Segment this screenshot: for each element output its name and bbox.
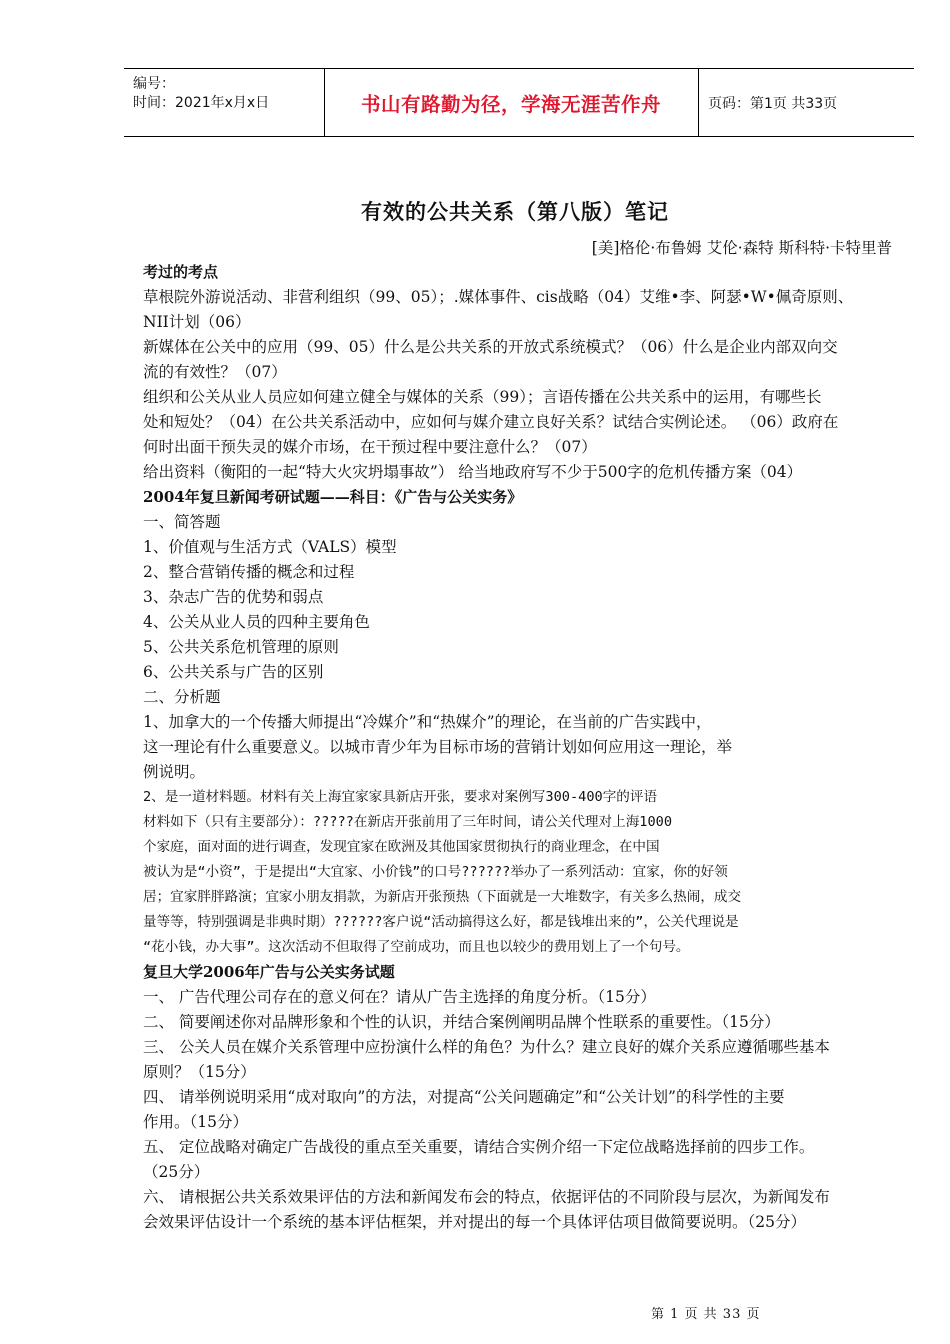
body-text-line: 2、整合营销传播的概念和过程 xyxy=(143,563,355,581)
body-text-line: “花小钱，办大事”。这次活动不但取得了空前成功，而且也以较少的费用划上了一个句号。 xyxy=(143,939,690,955)
body-text-line: 草根院外游说活动、非营利组织（99、05）；.媒体事件、cis战略（04）艾维•李、阿瑟•W•佩奇原则、 xyxy=(143,288,854,306)
document-title: 有效的公共关系（第八版）笔记 xyxy=(361,199,669,224)
body-text-line: 会效果评估设计一个系统的基本评估框架，并对提出的每一个具体评估项目做简要说明。（25分） xyxy=(143,1213,806,1231)
body-text-line: 6、公共关系与广告的区别 xyxy=(143,663,324,681)
body-text-line: （25分） xyxy=(143,1163,210,1181)
document-header xyxy=(124,68,914,137)
body-text-line: 何时出面干预失灵的媒介市场，在干预过程中要注意什么？（07） xyxy=(143,438,597,456)
header-meta-cell xyxy=(124,69,325,136)
body-text-line: 4、公关从业人员的四种主要角色 xyxy=(143,613,370,631)
body-text-line: 给出资料（衡阳的一起“特大火灾坍塌事故”） 给当地政府写不少于500字的危机传播方案（04） xyxy=(143,463,803,481)
body-text-line: 二、分析题 xyxy=(143,688,221,706)
body-text-line: 一、 广告代理公司存在的意义何在？请从广告主选择的角度分析。（15分） xyxy=(143,988,656,1006)
page-info: 页码：第1页 共33页 xyxy=(708,95,838,112)
body-text-line: 1、价值观与生活方式（VALS）模型 xyxy=(143,538,397,556)
body-text-line: 一、简答题 xyxy=(143,513,221,531)
body-text-line: 3、杂志广告的优势和弱点 xyxy=(143,588,324,606)
body-text-line: 组织和公关从业人员应如何建立健全与媒体的关系（99）；言语传播在公共关系中的运用，有哪些长 xyxy=(143,388,822,406)
header-page-cell xyxy=(698,69,914,136)
document-body xyxy=(143,260,903,1235)
body-text-line: 例说明。 xyxy=(143,763,206,781)
header-motto-cell xyxy=(324,69,699,136)
body-text-line: 原则？（15分） xyxy=(143,1063,256,1081)
body-text-line: 这一理论有什么重要意义。以城市青少年为目标市场的营销计划如何应用这一理论，举 xyxy=(143,738,733,756)
body-text-line: 流的有效性？（07） xyxy=(143,363,287,381)
body-text-line: 三、 公关人员在媒介关系管理中应扮演什么样的角色？为什么？建立良好的媒介关系应遵循哪些基本 xyxy=(143,1038,830,1056)
body-text-line: 五、 定位战略对确定广告战役的重点至关重要，请结合实例介绍一下定位战略选择前的四步工作。 xyxy=(143,1138,815,1156)
body-text-line: 二、 简要阐述你对品牌形象和个性的认识，并结合案例阐明品牌个性联系的重要性。（15分） xyxy=(143,1013,780,1031)
body-text-line: 四、 请举例说明采用“成对取向”的方法，对提高“公关问题确定”和“公关计划”的科学性的主要 xyxy=(143,1088,785,1106)
body-text-line: 作用。（15分） xyxy=(143,1113,248,1131)
body-text-line: 2、是一道材料题。材料有关上海宜家家具新店开张，要求对案例写300-400字的评语 xyxy=(143,789,658,805)
number-label: 编号： xyxy=(133,76,175,92)
body-text-line: 个家庭，面对面的进行调查，发现宜家在欧洲及其他国家贯彻执行的商业理念，在中国 xyxy=(143,839,660,855)
body-text-line: 居；宜家胖胖路演；宜家小朋友捐款，为新店开张预热（下面就是一大堆数字，有关多么热闹，成交 xyxy=(143,889,742,905)
section-heading: 复旦大学2006年广告与公关实务试题 xyxy=(143,963,395,981)
body-text-line: 六、 请根据公共关系效果评估的方法和新闻发布会的特点，依据评估的不同阶段与层次，为新闻发布 xyxy=(143,1188,830,1206)
document-authors: [美]格伦·布鲁姆 艾伦·森特 斯科特·卡特里普 xyxy=(591,239,892,257)
body-text-line: 5、公共关系危机管理的原则 xyxy=(143,638,339,656)
motto-text: 书山有路勤为径，学海无涯苦作舟 xyxy=(360,92,661,116)
body-text-line: 量等等，特别强调是非典时期）??????客户说“活动搞得这么好，都是钱堆出来的”，公关代理说是 xyxy=(143,914,739,930)
body-text-line: 处和短处？（04）在公共关系活动中，应如何与媒介建立良好关系？试结合实例论述。 （06）政府在 xyxy=(143,413,839,431)
body-text-line: 1、加拿大的一个传播大师提出“冷媒介”和“热媒介”的理论，在当前的广告实践中， xyxy=(143,713,712,731)
body-text-line: NII计划（06） xyxy=(143,313,251,331)
page-footer: 第 1 页 共 33 页 xyxy=(651,1307,761,1322)
time-label: 时间：2021年x月x日 xyxy=(133,95,270,111)
section-heading: 考过的考点 xyxy=(143,263,219,281)
body-text-line: 新媒体在公关中的应用（99、05）什么是公共关系的开放式系统模式？（06）什么是企业内部双向交 xyxy=(143,338,838,356)
body-text-line: 被认为是“小资”，于是提出“大宜家、小价钱”的口号??????举办了一系列活动：宜家，你的好领 xyxy=(143,864,728,880)
body-text-line: 材料如下（只有主要部分）：?????在新店开张前用了三年时间，请公关代理对上海1000 xyxy=(143,814,673,830)
section-heading: 2004年复旦新闻考研试题——科目：《广告与公关实务》 xyxy=(143,488,523,506)
